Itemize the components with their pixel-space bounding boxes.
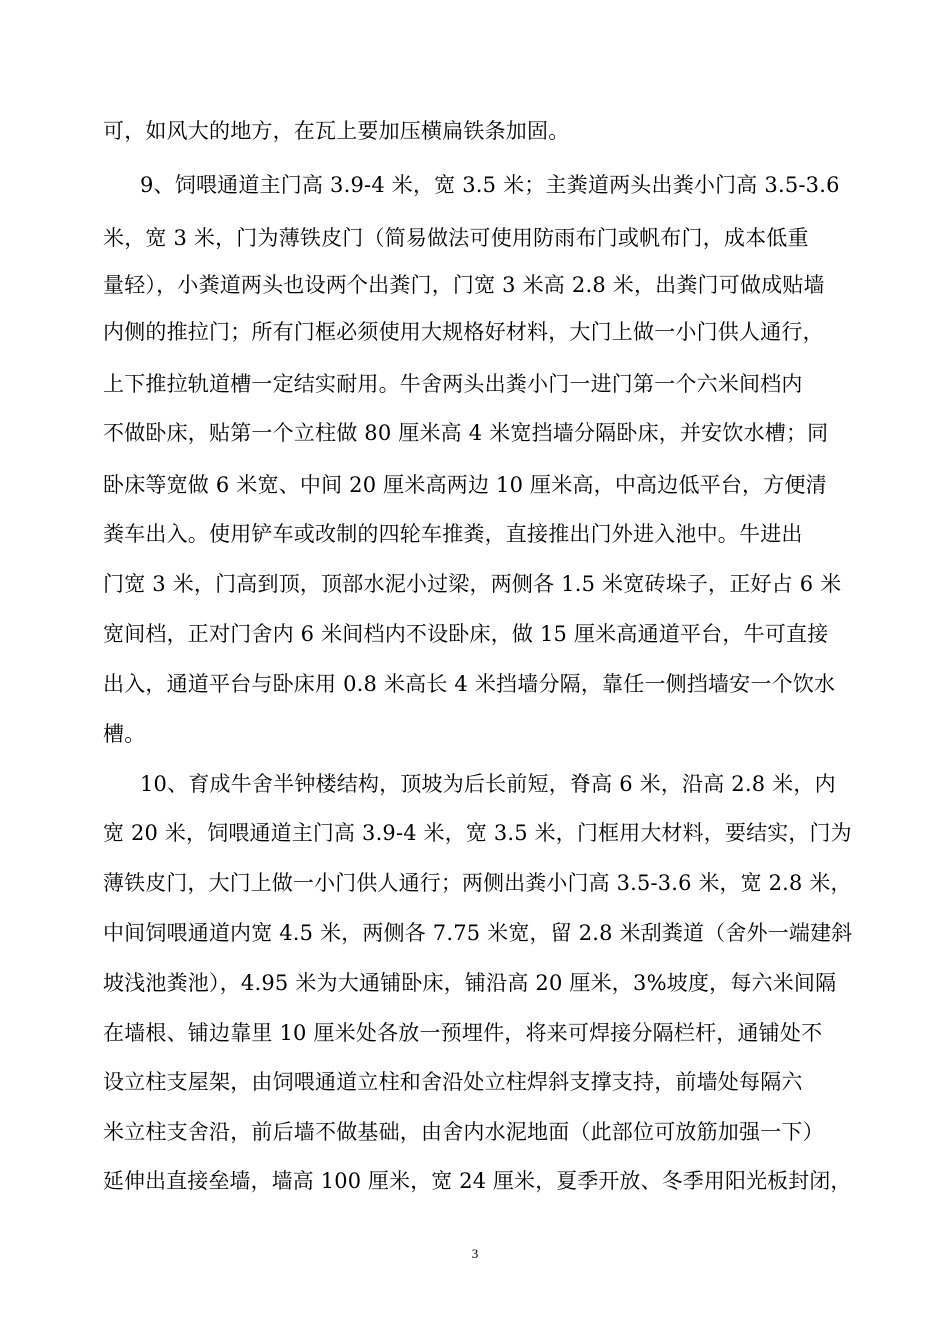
text-line: 中间饲喂通道内宽 4.5 米，两侧各 7.75 米宽，留 2.8 米刮粪道（舍外一端建斜	[103, 921, 853, 945]
text-line: 上下推拉轨道槽一定结实耐用。牛舍两头出粪小门一进门第一个六米间档内	[103, 372, 803, 396]
text-line: 米立柱支舍沿，前后墙不做基础，由舍内水泥地面（此部位可放筋加强一下）	[103, 1120, 824, 1144]
text-line: 卧床等宽做 6 米宽、中间 20 厘米高两边 10 厘米高，中高边低平台，方便清	[103, 473, 827, 497]
page-number: 3	[471, 1246, 479, 1261]
text-line: 可，如风大的地方，在瓦上要加压横扁铁条加固。	[103, 119, 570, 143]
text-line: 坡浅池粪池），4.95 米为大通铺卧床，铺沿高 20 厘米，3%坡度，每六米间隔	[103, 971, 837, 995]
text-line: 宽 20 米，饲喂通道主门高 3.9-4 米，宽 3.5 米，门框用大材料，要结实，门为	[103, 821, 852, 845]
text-line: 粪车出入。使用铲车或改制的四轮车推粪，直接推出门外进入池中。牛进出	[103, 522, 803, 546]
text-line: 不做卧床，贴第一个立柱做 80 厘米高 4 米宽挡墙分隔卧床，并安饮水槽；同	[103, 421, 829, 445]
text-line: 9、饲喂通道主门高 3.9-4 米，宽 3.5 米；主粪道两头出粪小门高 3.5-3.6	[140, 173, 840, 197]
text-line: 宽间档，正对门舍内 6 米间档内不设卧床，做 15 厘米高通道平台，牛可直接	[103, 622, 829, 646]
text-line: 在墙根、铺边靠里 10 厘米处各放一预埋件，将来可焊接分隔栏杆，通铺处不	[103, 1021, 823, 1045]
text-line: 出入，通道平台与卧床用 0.8 米高长 4 米挡墙分隔，靠任一侧挡墙安一个饮水	[103, 672, 836, 696]
text-line: 门宽 3 米，门高到顶，顶部水泥小过梁，两侧各 1.5 米宽砖垛子，正好占 6 米	[103, 572, 842, 596]
text-line: 米，宽 3 米，门为薄铁皮门（简易做法可使用防雨布门或帆布门，成本低重	[103, 226, 809, 250]
text-line: 延伸出直接垒墙，墙高 100 厘米，宽 24 厘米，夏季开放、冬季用阳光板封闭，	[103, 1169, 852, 1193]
text-line: 10、育成牛舍半钟楼结构，顶坡为后长前短，脊高 6 米，沿高 2.8 米，内	[140, 772, 836, 796]
text-line: 内侧的推拉门；所有门框必须使用大规格好材料，大门上做一小门供人通行，	[103, 320, 824, 344]
text-line: 薄铁皮门，大门上做一小门供人通行；两侧出粪小门高 3.5-3.6 米，宽 2.8 米，	[103, 871, 852, 895]
text-line: 槽。	[103, 722, 146, 746]
text-line: 设立柱支屋架，由饲喂通道立柱和舍沿处立柱焊斜支撑支持，前墙处每隔六	[103, 1070, 803, 1094]
text-line: 量轻），小粪道两头也设两个出粪门，门宽 3 米高 2.8 米，出粪门可做成贴墙	[103, 273, 825, 297]
